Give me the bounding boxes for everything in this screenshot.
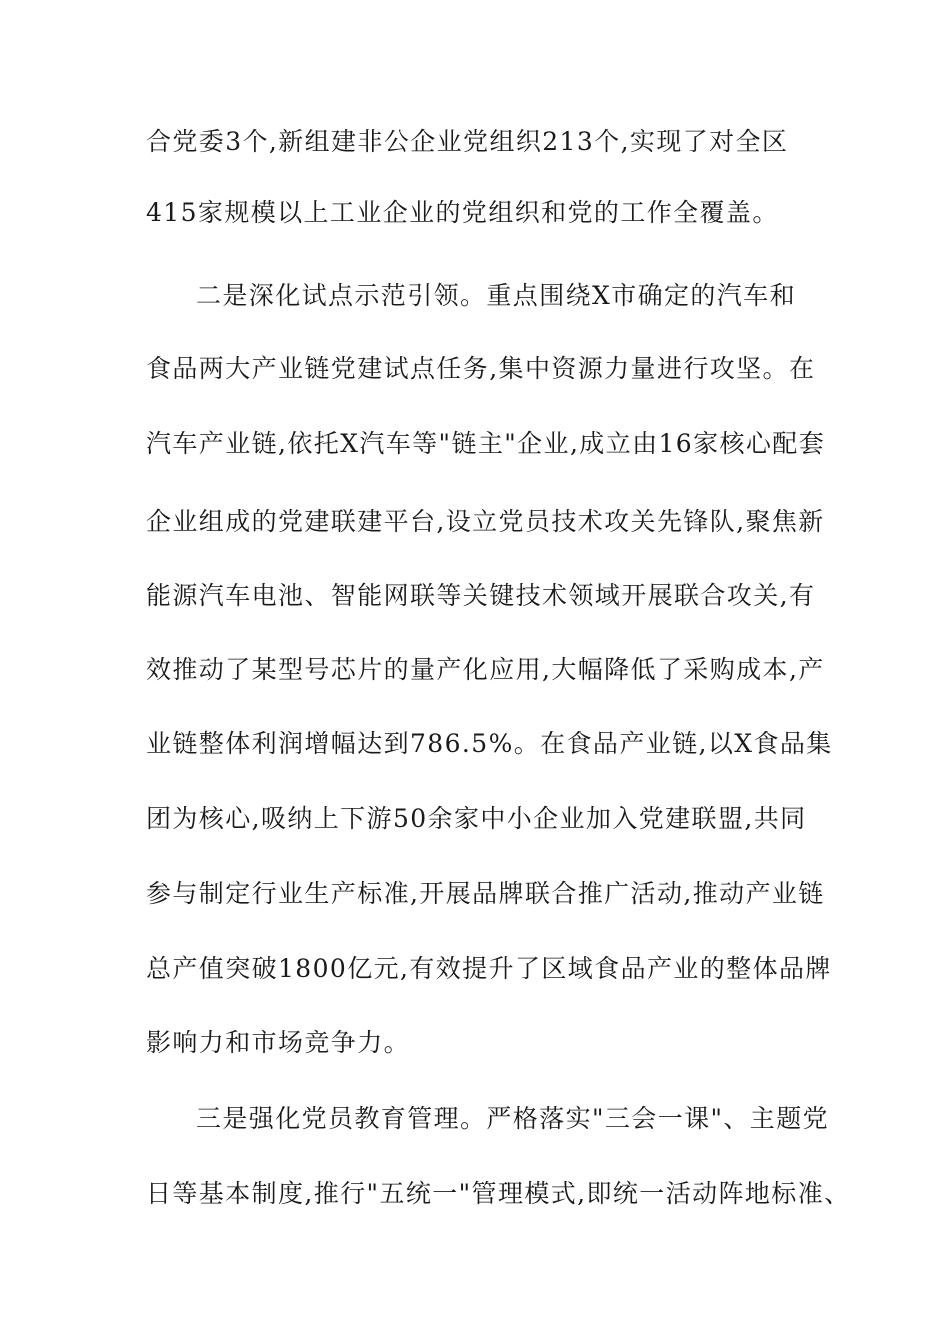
text-line-7: 能源汽车电池、智能网联等关键技术领域开展联合攻关,有 — [146, 581, 816, 610]
text-line-8: 效推动了某型号芯片的量产化应用,大幅降低了采购成本,产 — [146, 655, 825, 684]
text-line-6: 企业组成的党建联建平台,设立党员技术攻关先锋队,聚焦新 — [146, 507, 825, 536]
text-line-12: 总产值突破1800亿元,有效提升了区域食品产业的整体品牌 — [146, 954, 832, 983]
text-line-5: 汽车产业链,依托X汽车等"链主"企业,成立由16家核心配套 — [146, 429, 826, 458]
paragraph-3-line-1: 三是强化党员教育管理。严格落实"三会一课"、主题党 — [196, 1104, 829, 1133]
text-line-4: 食品两大产业链党建试点任务,集中资源力量进行攻坚。在 — [146, 354, 816, 383]
text-line-15: 日等基本制度,推行"五统一"管理模式,即统一活动阵地标准、 — [146, 1179, 851, 1208]
text-line-13: 影响力和市场竞争力。 — [146, 1028, 411, 1057]
text-line-9: 业链整体利润增幅达到786.5%。在食品产业链,以X食品集 — [146, 729, 833, 758]
text-line-11: 参与制定行业生产标准,开展品牌联合推广活动,推动产业链 — [146, 879, 825, 908]
paragraph-2-line-1: 二是深化试点示范引领。重点围绕X市确定的汽车和 — [196, 281, 796, 310]
text-line-1: 合党委3个,新组建非公企业党组织213个,实现了对全区 — [146, 127, 789, 156]
text-line-10: 团为核心,吸纳上下游50余家中小企业加入党建联盟,共同 — [146, 804, 807, 833]
text-line-2: 415家规模以上工业企业的党组织和党的工作全覆盖。 — [146, 198, 779, 227]
